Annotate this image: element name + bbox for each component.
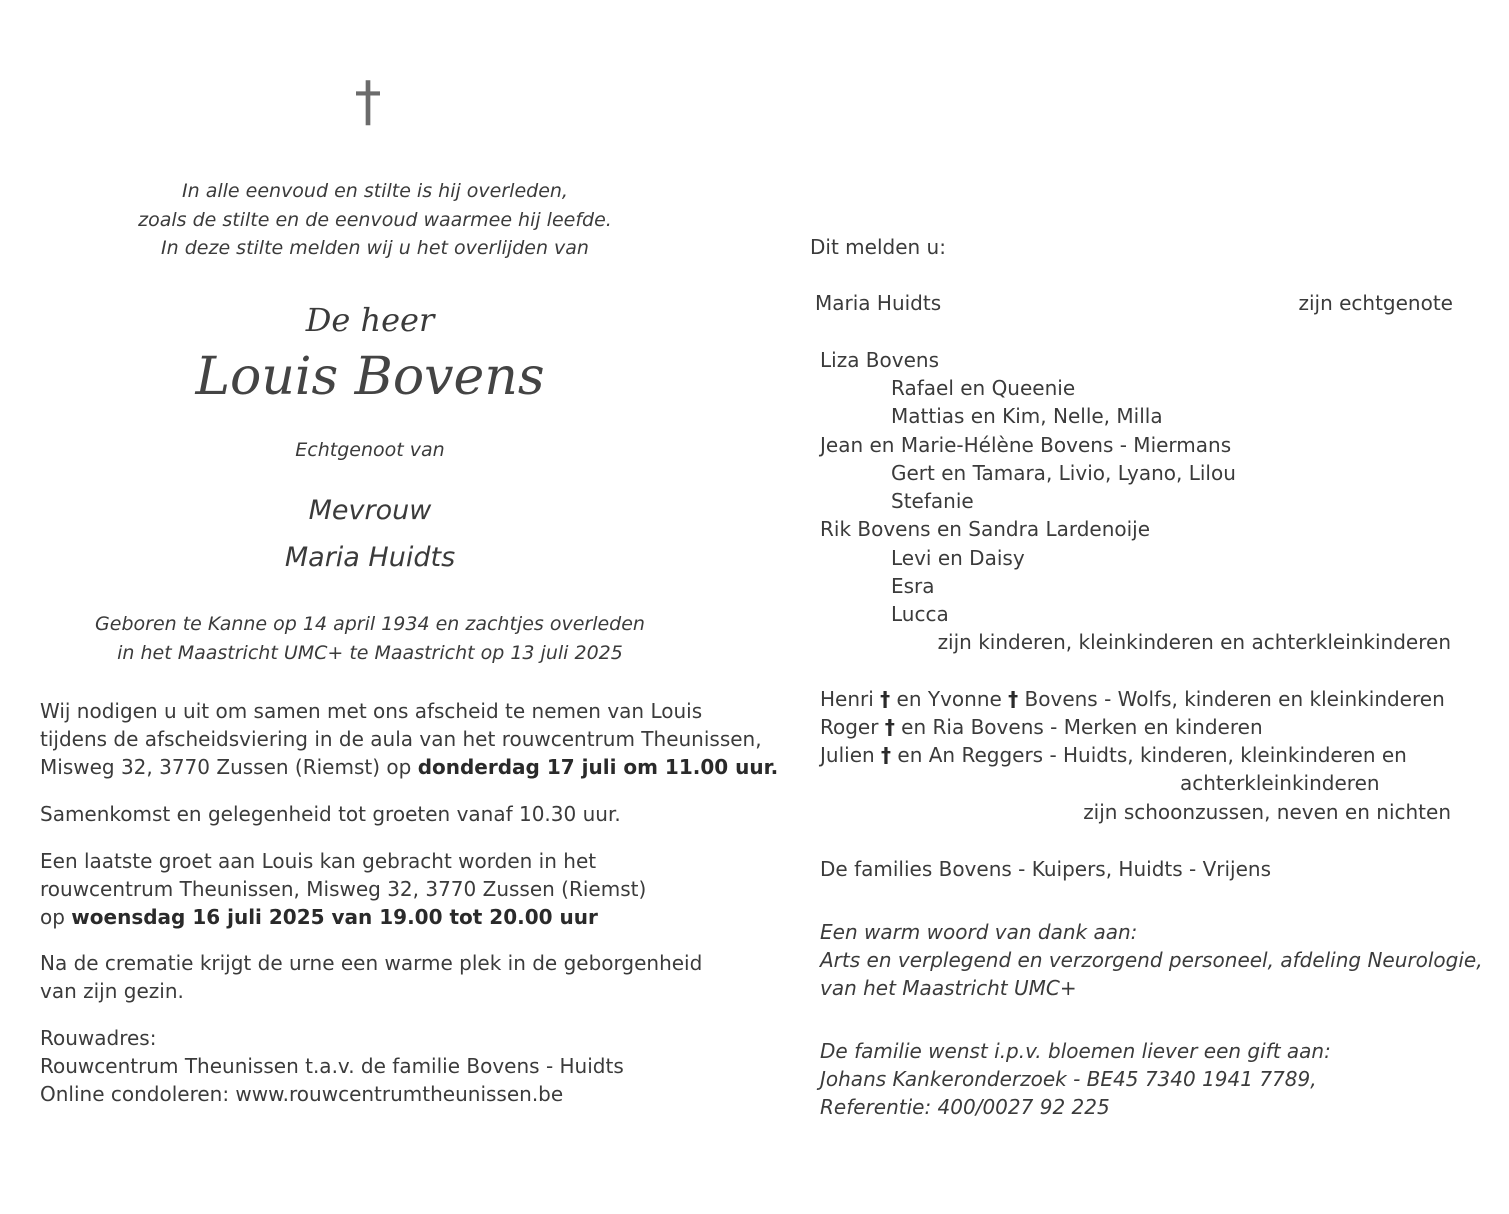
sibling-rest: en An Reggers - Huidts, kinderen, kleinkinderen en <box>891 743 1407 767</box>
thanks-label: Een warm woord van dank aan: <box>820 920 1138 944</box>
cremation-paragraph <box>40 949 702 1005</box>
viewing-datetime: woensdag 16 juli 2025 van 19.00 tot 20.00 uur <box>71 905 598 929</box>
sibling-rest: Bovens - Wolfs, kinderen en kleinkinderen <box>1018 687 1445 711</box>
intro-line: In deze stilte melden wij u het overlijden van <box>161 237 589 259</box>
invitation-line: tijdens de afscheidsviering in de aula van het rouwcentrum Theunissen, <box>40 727 762 751</box>
cross-icon: † <box>354 70 382 133</box>
children-caption: zijn kinderen, kleinkinderen en achterkleinkinderen <box>937 630 1451 654</box>
spouse-salutation: Mevrouw <box>308 495 432 526</box>
donation-reference: Referentie: 400/0027 92 225 <box>820 1095 1110 1119</box>
child-entry: Rik Bovens en Sandra Lardenoije <box>820 517 1151 541</box>
invitation-paragraph <box>40 697 778 781</box>
spouse-row-role: zijn echtgenote <box>1298 291 1453 315</box>
spouse-name: Maria Huidts <box>284 542 456 573</box>
viewing-line: rouwcentrum Theunissen, Misweg 32, 3770 Zussen (Riemst) <box>40 877 647 901</box>
grandchild-entry: Gert en Tamara, Livio, Lyano, Lilou <box>891 461 1236 485</box>
deceased-salutation: De heer <box>305 301 435 339</box>
sibling-entry <box>820 713 1263 741</box>
families-text: De families Bovens - Kuipers, Huidts - Vrijens <box>820 857 1272 881</box>
thanks-line: van het Maastricht UMC+ <box>820 976 1077 1000</box>
grandchild-entry: Mattias en Kim, Nelle, Milla <box>891 404 1163 428</box>
death-line: in het Maastricht UMC+ te Maastricht op 13 juli 2025 <box>117 641 623 664</box>
address-line: Rouwcentrum Theunissen t.a.v. de familie Bovens - Huidts <box>40 1054 624 1078</box>
spouse-row-name: Maria Huidts <box>815 291 942 315</box>
sibling-entry <box>820 685 1445 713</box>
address-paragraph <box>40 1024 624 1108</box>
dagger-icon: † <box>880 687 891 711</box>
intro-text <box>100 177 650 263</box>
child-entry: Liza Bovens <box>820 348 940 372</box>
thanks-paragraph <box>820 918 1483 1002</box>
grandchild-entry: Rafael en Queenie <box>891 376 1076 400</box>
sibling-rest: en Ria Bovens - Merken en kinderen <box>894 715 1263 739</box>
condolence-link: Online condoleren: www.rouwcentrumtheunissen.be <box>40 1082 564 1106</box>
dagger-icon: † <box>884 715 895 739</box>
announcers-label: Dit melden u: <box>810 235 946 259</box>
spouse-label: Echtgenoot van <box>295 439 445 461</box>
dagger-icon: † <box>1008 687 1019 711</box>
child-entry: Jean en Marie-Hélène Bovens - Miermans <box>820 433 1232 457</box>
birth-line: Geboren te Kanne op 14 april 1934 en zachtjes overleden <box>95 613 645 635</box>
siblings-caption: zijn schoonzussen, neven en nichten <box>1083 800 1451 824</box>
donation-label: De familie wenst i.p.v. bloemen liever een gift aan: <box>820 1039 1331 1063</box>
cremation-line: van zijn gezin. <box>40 979 184 1003</box>
gathering-text: Samenkomst en gelegenheid tot groeten vanaf 10.30 uur. <box>40 802 621 826</box>
address-label: Rouwadres: <box>40 1026 157 1050</box>
dagger-icon: † <box>881 743 892 767</box>
intro-line: zoals de stilte en de eenvoud waarmee hij leefde. <box>138 208 612 231</box>
ceremony-datetime: donderdag 17 juli om 11.00 uur. <box>417 755 779 779</box>
sibling-partner: en Yvonne <box>890 687 1002 711</box>
viewing-line <box>40 903 646 931</box>
grandchild-entry: Levi en Daisy <box>891 546 1025 570</box>
viewing-line: Een laatste groet aan Louis kan gebracht worden in het <box>40 849 597 873</box>
sibling-name: Roger <box>820 715 879 739</box>
deceased-name: Louis Bovens <box>195 347 545 407</box>
donation-paragraph <box>820 1037 1331 1121</box>
sibling-continuation: achterkleinkinderen <box>1180 771 1380 795</box>
cremation-line: Na de crematie krijgt de urne een warme plek in de geborgenheid <box>40 951 703 975</box>
viewing-paragraph <box>40 847 646 931</box>
sibling-entry <box>820 741 1407 769</box>
viewing-prefix: op <box>40 905 72 929</box>
birth-death-text <box>60 610 680 667</box>
grandchild-entry: Stefanie <box>891 489 974 513</box>
donation-account: Johans Kankeronderzoek - BE45 7340 1941 7789, <box>820 1067 1317 1091</box>
invitation-line <box>40 753 778 781</box>
intro-line: In alle eenvoud en stilte is hij overleden, <box>182 180 568 202</box>
grandchild-entry: Lucca <box>891 602 949 626</box>
grandchild-entry: Esra <box>891 574 935 598</box>
sibling-name: Julien <box>820 743 875 767</box>
invitation-line: Wij nodigen u uit om samen met ons afscheid te nemen van Louis <box>40 699 703 723</box>
thanks-line: Arts en verplegend en verzorgend personeel, afdeling Neurologie, <box>820 948 1483 972</box>
invitation-address: Misweg 32, 3770 Zussen (Riemst) op <box>40 755 418 779</box>
sibling-name: Henri <box>820 687 874 711</box>
